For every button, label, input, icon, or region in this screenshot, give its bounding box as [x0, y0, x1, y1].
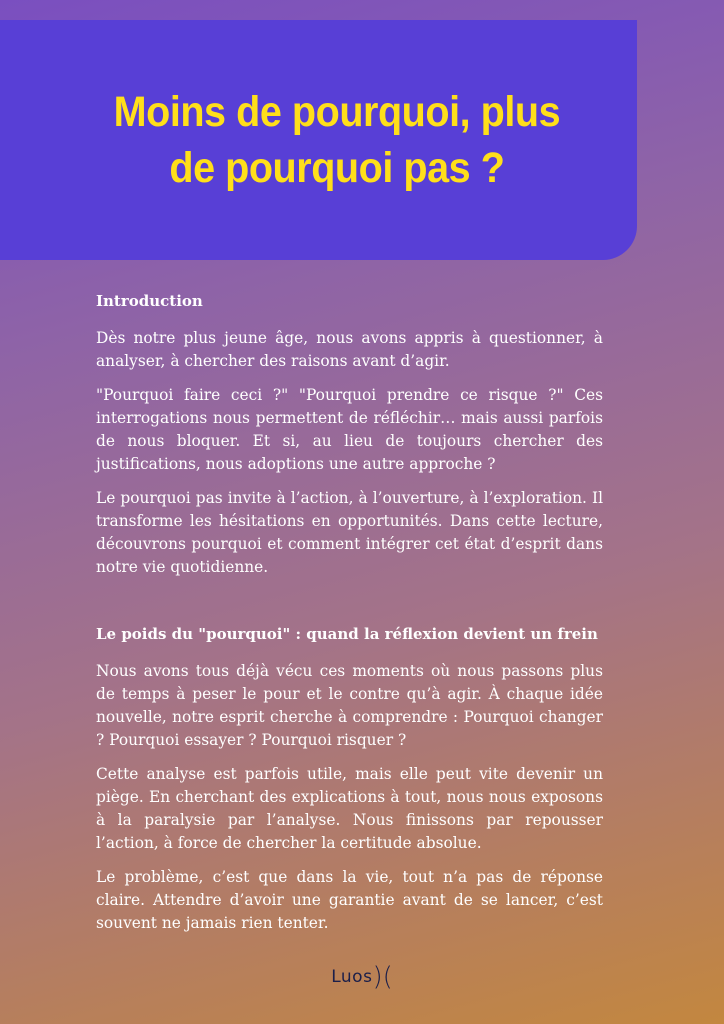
paragraph: Le pourquoi pas invite à l’action, à l’ouverture, à l’exploration. Il transforme les hésitations en opportunités. Dans cette lecture, découvrons pourquoi et comment intégrer cet état d’esprit dans notre vie quotidienne.: [96, 489, 603, 576]
title-banner: [0, 20, 637, 260]
logo-mark-icon: )(: [372, 962, 393, 992]
paragraph: Dès notre plus jeune âge, nous avons appris à questionner, à analyser, à chercher des raisons avant d’agir.: [96, 329, 603, 370]
logo-wordmark: Luos: [331, 967, 373, 987]
brand-logo: [0, 962, 724, 992]
article-body: [96, 290, 603, 946]
paragraph: Cette analyse est parfois utile, mais elle peut vite devenir un piège. En cherchant des explications à tout, nous nous exposons à la paralysie par l’analyse. Nous finissons par repousser l’action, à force de chercher la certitude absolue.: [96, 765, 603, 852]
section-heading-poids-du-pourquoi: Le poids du "pourquoi" : quand la réflexion devient un frein: [96, 625, 598, 643]
paragraph: Le problème, c’est que dans la vie, tout n’a pas de réponse claire. Attendre d’avoir une garantie avant de se lancer, c’est souvent ne jamais rien tenter.: [96, 868, 603, 932]
section-heading-introduction: Introduction: [96, 292, 203, 310]
section-spacer: [96, 590, 603, 623]
paragraph: Nous avons tous déjà vécu ces moments où nous passons plus de temps à peser le pour et le contre qu’à agir. À chaque idée nouvelle, notre esprit cherche à comprendre : Pourquoi changer ? Pourquoi essayer ? Pourquoi risquer ?: [96, 662, 603, 749]
page-title: Moins de pourquoi, plus de pourquoi pas ?: [113, 88, 561, 192]
paragraph: "Pourquoi faire ceci ?" "Pourquoi prendre ce risque ?" Ces interrogations nous permettent de réfléchir… mais aussi parfois de nous bloquer. Et si, au lieu de toujours chercher des justifications, nous adoptions une autre approche ?: [96, 386, 603, 473]
